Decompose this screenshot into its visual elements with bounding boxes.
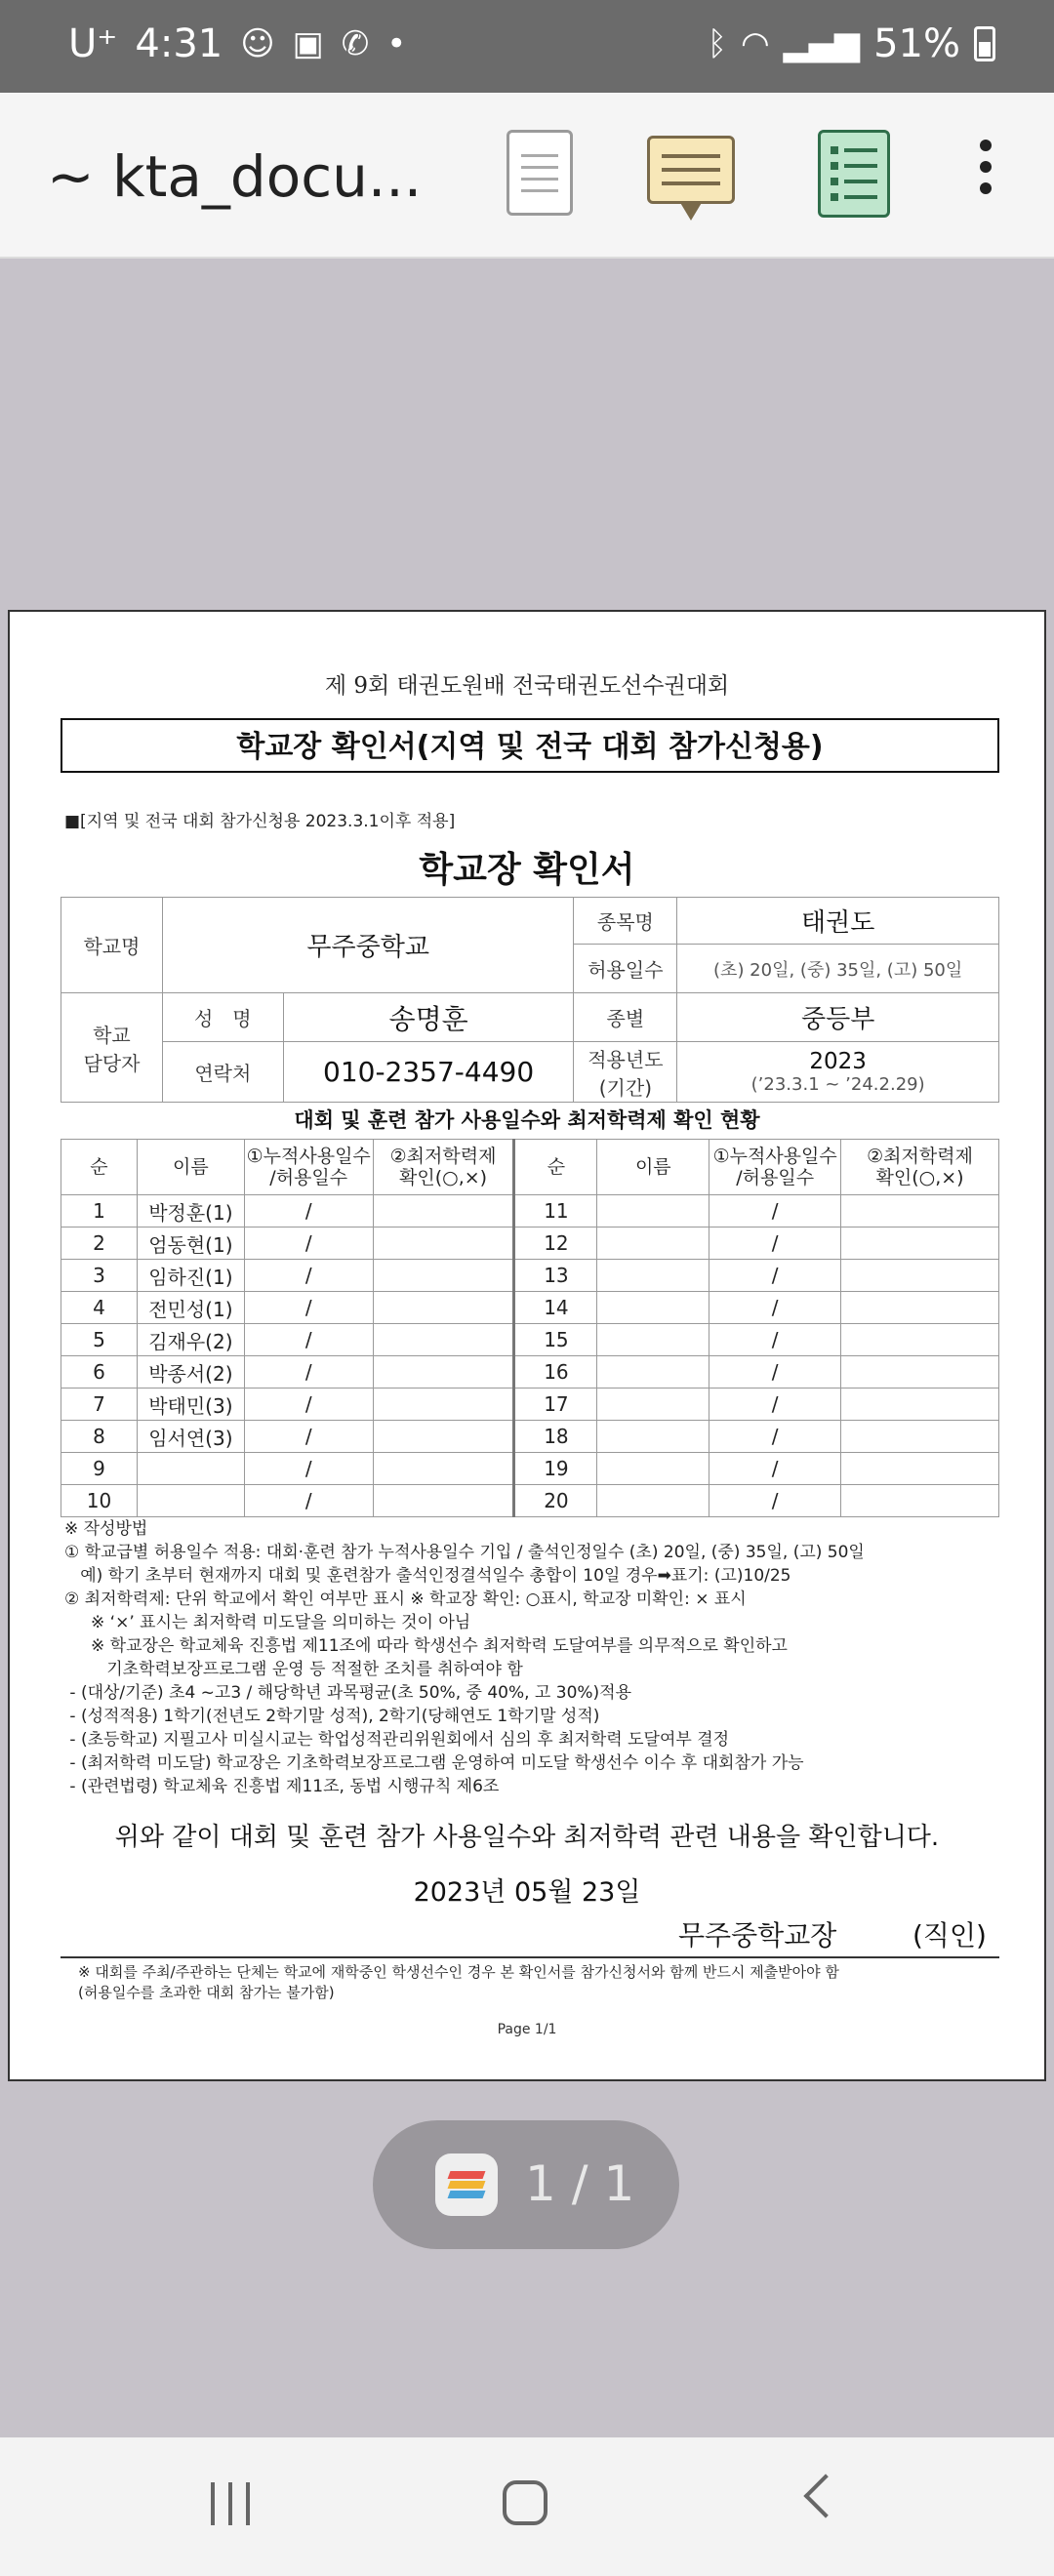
instruction-line: ※ ‘×’ 표시는 최저학력 미도달을 의미하는 것이 아님 xyxy=(64,1613,471,1632)
contact-person-label: 학교 담당자 xyxy=(61,993,163,1103)
row-min xyxy=(373,1324,514,1356)
year-value: 2023 xyxy=(809,1049,867,1074)
row-no: 15 xyxy=(514,1324,597,1356)
row-name xyxy=(137,1453,244,1485)
row-days: / xyxy=(709,1389,841,1421)
list-icon xyxy=(818,130,890,218)
instruction-line: - (관련법령) 학교체육 진흥법 제11조, 동법 시행규칙 제6조 xyxy=(64,1777,500,1796)
outline-button[interactable] xyxy=(818,130,906,218)
row-days: / xyxy=(244,1195,373,1228)
table-row xyxy=(61,1453,999,1485)
row-min xyxy=(841,1324,999,1356)
table-row xyxy=(61,1389,999,1421)
row-name xyxy=(597,1195,709,1228)
row-name xyxy=(597,1485,709,1517)
row-name: 임서연(3) xyxy=(137,1421,244,1453)
row-no: 19 xyxy=(514,1453,597,1485)
row-days: / xyxy=(709,1260,841,1292)
row-days: / xyxy=(709,1228,841,1260)
phone-value: 010-2357-4490 xyxy=(283,1042,574,1103)
row-name xyxy=(597,1389,709,1421)
carrier-label: U⁺ xyxy=(68,21,118,66)
row-days: / xyxy=(244,1324,373,1356)
navigation-bar xyxy=(0,2437,1054,2576)
table-header-row xyxy=(61,1140,999,1195)
row-min xyxy=(841,1260,999,1292)
table-row xyxy=(61,1356,999,1389)
table-row xyxy=(61,1485,999,1517)
instruction-line: ② 최저학력제: 단위 학교에서 확인 여부만 표시 ※ 학교장 확인: ○표시, 학교장 미확인: × 표시 xyxy=(64,1590,747,1609)
row-name: 엄동현(1) xyxy=(137,1228,244,1260)
row-no: 18 xyxy=(514,1421,597,1453)
row-days: / xyxy=(709,1292,841,1324)
row-no: 16 xyxy=(514,1356,597,1389)
official-seal: (직인) xyxy=(912,1919,987,1952)
call-icon: ✆ xyxy=(341,24,370,63)
row-no: 7 xyxy=(61,1389,138,1421)
row-name xyxy=(597,1292,709,1324)
row-min xyxy=(373,1453,514,1485)
header-min-2: ②최저학력제 확인(○,×) xyxy=(841,1140,999,1195)
row-min xyxy=(373,1421,514,1453)
header-min: ②최저학력제 확인(○,×) xyxy=(373,1140,514,1195)
table-row xyxy=(61,1421,999,1453)
row-min xyxy=(373,1260,514,1292)
instruction-line: 기초학력보장프로그램 운영 등 적절한 조치를 취하여야 함 xyxy=(64,1660,523,1679)
row-no: 4 xyxy=(61,1292,138,1324)
instruction-line: ※ 학교장은 학교체육 진흥법 제11조에 따라 학생선수 최저학력 도달여부를 의무적으로 확인하고 xyxy=(64,1636,788,1656)
row-no: 3 xyxy=(61,1260,138,1292)
more-notifications-icon: • xyxy=(386,24,407,63)
bookmark-button[interactable] xyxy=(493,130,581,218)
form-title: 학교장 확인서 xyxy=(419,850,635,890)
row-name xyxy=(597,1260,709,1292)
school-info-table xyxy=(61,897,999,1103)
bookmark-document-icon xyxy=(507,130,573,216)
row-days: / xyxy=(244,1260,373,1292)
row-days: / xyxy=(244,1453,373,1485)
footnote-line-2: (허용일수를 초과한 대회 참가는 불가함) xyxy=(78,1984,335,2001)
year-cell xyxy=(677,1042,999,1103)
year-period: (’23.3.1 ~ ’24.2.29) xyxy=(750,1074,925,1095)
instruction-line: - (성적적용) 1학기(전년도 2학기말 성적), 2학기(당해연도 1학기말 성적) xyxy=(64,1707,600,1726)
row-days: / xyxy=(709,1195,841,1228)
row-name xyxy=(597,1324,709,1356)
home-button[interactable] xyxy=(503,2480,547,2525)
document-page[interactable] xyxy=(8,610,1046,2081)
header-no-2: 순 xyxy=(514,1140,597,1195)
row-days: / xyxy=(244,1292,373,1324)
instruction-line: 예) 학기 초부터 현재까지 대회 및 훈련참가 출석인정결석일수 총합이 10일 경우➡표기: (고)10/25 xyxy=(64,1566,791,1586)
battery-percent: 51% xyxy=(873,21,960,66)
table-row xyxy=(61,1260,999,1292)
table-row xyxy=(61,1324,999,1356)
row-min xyxy=(841,1292,999,1324)
writing-instructions xyxy=(64,1517,1001,1798)
row-name: 전민성(1) xyxy=(137,1292,244,1324)
row-no: 10 xyxy=(61,1485,138,1517)
page-number: Page 1/1 xyxy=(497,2022,557,2037)
participants-table xyxy=(61,1139,999,1517)
row-name: 박종서(2) xyxy=(137,1356,244,1389)
row-min xyxy=(373,1356,514,1389)
comment-icon xyxy=(647,136,735,204)
row-days: / xyxy=(709,1421,841,1453)
row-name xyxy=(597,1228,709,1260)
school-value: 무주중학교 xyxy=(162,898,574,993)
camera-icon: ▣ xyxy=(292,24,324,63)
row-days: / xyxy=(709,1453,841,1485)
row-no: 1 xyxy=(61,1195,138,1228)
row-days: / xyxy=(244,1421,373,1453)
footer-divider xyxy=(61,1956,999,1958)
row-name: 김재우(2) xyxy=(137,1324,244,1356)
header-no: 순 xyxy=(61,1140,138,1195)
back-button[interactable] xyxy=(803,2474,847,2517)
row-min xyxy=(841,1228,999,1260)
allowed-days-label: 허용일수 xyxy=(574,945,677,993)
header-days: ①누적사용일수 /허용일수 xyxy=(244,1140,373,1195)
category-label: 종별 xyxy=(574,993,677,1042)
document-title[interactable]: ~ kta_docu... xyxy=(47,143,423,210)
status-bar xyxy=(0,0,1054,93)
row-min xyxy=(841,1356,999,1389)
table-row xyxy=(61,1228,999,1260)
header-name: 이름 xyxy=(137,1140,244,1195)
row-no: 12 xyxy=(514,1228,597,1260)
school-label: 학교명 xyxy=(61,898,163,993)
row-min xyxy=(373,1389,514,1421)
name-label: 성 명 xyxy=(162,993,283,1042)
page-indicator-text: 1 / 1 xyxy=(525,2155,635,2212)
row-name xyxy=(597,1453,709,1485)
applicability-note: ■[지역 및 전국 대회 참가신청용 2023.3.1이후 적용] xyxy=(64,812,456,831)
comments-button[interactable] xyxy=(647,130,735,218)
instruction-line: ※ 작성방법 xyxy=(64,1519,148,1539)
page-indicator[interactable] xyxy=(373,2120,679,2249)
row-min xyxy=(841,1195,999,1228)
event-value: 태권도 xyxy=(677,898,999,945)
event-header: 제 9회 태권도원배 전국태권도선수권대회 xyxy=(324,673,730,699)
row-no: 2 xyxy=(61,1228,138,1260)
event-label: 종목명 xyxy=(574,898,677,945)
allowed-days-value: (초) 20일, (중) 35일, (고) 50일 xyxy=(677,945,999,993)
row-days: / xyxy=(244,1485,373,1517)
row-no: 6 xyxy=(61,1356,138,1389)
row-days: / xyxy=(709,1324,841,1356)
instruction-line: - (초등학교) 지필고사 미실시교는 학업성적관리위원회에서 심의 후 최저학력 도달여부 결정 xyxy=(64,1730,730,1750)
section-title: 대회 및 훈련 참가 사용일수와 최저학력제 확인 현황 xyxy=(294,1108,760,1132)
row-name: 박정훈(1) xyxy=(137,1195,244,1228)
row-days: / xyxy=(709,1485,841,1517)
status-right xyxy=(708,21,995,66)
row-name: 박태민(3) xyxy=(137,1389,244,1421)
title-box: 학교장 확인서(지역 및 전국 대회 참가신청용) xyxy=(61,718,999,773)
row-no: 14 xyxy=(514,1292,597,1324)
principal-signature: 무주중학교장 xyxy=(678,1919,837,1952)
row-min xyxy=(373,1485,514,1517)
status-left xyxy=(68,21,406,66)
row-days: / xyxy=(244,1356,373,1389)
row-days: / xyxy=(244,1389,373,1421)
more-options-button[interactable] xyxy=(966,130,1005,218)
row-min xyxy=(373,1292,514,1324)
name-value: 송명훈 xyxy=(283,993,574,1042)
row-name: 임하진(1) xyxy=(137,1260,244,1292)
more-dot-icon xyxy=(980,140,992,151)
phone-label: 연락처 xyxy=(162,1042,283,1103)
bluetooth-icon: ᛒ xyxy=(707,24,727,63)
battery-icon xyxy=(974,26,995,61)
row-name xyxy=(597,1356,709,1389)
row-min xyxy=(841,1485,999,1517)
table-row xyxy=(61,1292,999,1324)
instruction-line: ① 학교급별 허용일수 적용: 대회·훈련 참가 누적사용일수 기입 / 출석인정일수 (초) 20일, (중) 35일, (고) 50일 xyxy=(64,1543,865,1562)
instruction-line: - (대상/기준) 초4 ~고3 / 해당학년 과목평균(초 50%, 중 40%, 고 30%)적용 xyxy=(64,1683,632,1703)
row-no: 11 xyxy=(514,1195,597,1228)
instruction-line: - (최저학력 미도달) 학교장은 기초학력보장프로그램 운영하여 미도달 학생선수 이수 후 대회참가 가능 xyxy=(64,1753,804,1773)
clock: 4:31 xyxy=(135,21,223,66)
row-days: / xyxy=(244,1228,373,1260)
app-bar xyxy=(0,93,1054,259)
row-no: 20 xyxy=(514,1485,597,1517)
row-no: 13 xyxy=(514,1260,597,1292)
footnote xyxy=(78,1962,995,2003)
signal-icon: ▂▄▆ xyxy=(783,24,861,63)
header-name-2: 이름 xyxy=(597,1140,709,1195)
wifi-icon: ◠ xyxy=(740,24,770,63)
row-name xyxy=(597,1421,709,1453)
confirmation-date: 2023년 05월 23일 xyxy=(413,1877,641,1908)
row-no: 5 xyxy=(61,1324,138,1356)
notification-icon: ☺ xyxy=(240,24,275,63)
row-min xyxy=(841,1421,999,1453)
confirmation-statement: 위와 같이 대회 및 훈련 참가 사용일수와 최저학력 관련 내용을 확인합니다. xyxy=(114,1823,940,1852)
category-value: 중등부 xyxy=(677,993,999,1042)
row-min xyxy=(841,1453,999,1485)
year-label: 적용년도 (기간) xyxy=(574,1042,677,1103)
recent-apps-button[interactable] xyxy=(211,2482,254,2525)
row-no: 17 xyxy=(514,1389,597,1421)
row-min xyxy=(373,1195,514,1228)
row-days: / xyxy=(709,1356,841,1389)
footnote-line-1: ※ 대회를 주최/주관하는 단체는 학교에 재학중인 학생선수인 경우 본 확인서를 참가신청서와 함께 반드시 제출받아야 함 xyxy=(78,1963,839,1981)
table-row xyxy=(61,1195,999,1228)
row-no: 8 xyxy=(61,1421,138,1453)
row-min xyxy=(373,1228,514,1260)
viewer-logo-icon xyxy=(435,2153,498,2216)
row-no: 9 xyxy=(61,1453,138,1485)
row-min xyxy=(841,1389,999,1421)
header-days-2: ①누적사용일수 /허용일수 xyxy=(709,1140,841,1195)
row-name xyxy=(137,1485,244,1517)
